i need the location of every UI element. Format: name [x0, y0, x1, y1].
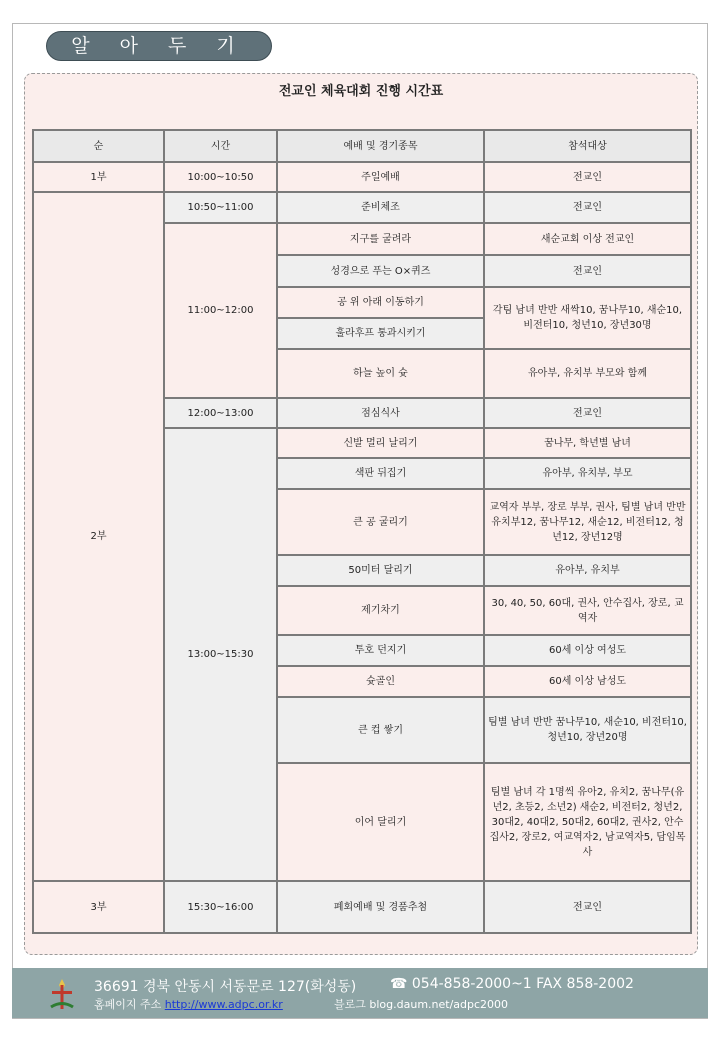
time-cell: 15:30~16:00: [164, 881, 277, 933]
target-cell: 전교인: [484, 255, 691, 287]
target-cell: 유아부, 유치부, 부모: [484, 458, 691, 489]
homepage-link[interactable]: http://www.adpc.or.kr: [164, 998, 283, 1011]
schedule-table: [32, 129, 692, 934]
event-cell: 공 위 아래 이동하기: [277, 287, 484, 318]
target-cell: 꿈나무, 학년별 남녀: [484, 428, 691, 458]
event-cell: 하늘 높이 슛: [277, 349, 484, 398]
target-cell: 새순교회 이상 전교인: [484, 223, 691, 255]
target-cell: 전교인: [484, 398, 691, 428]
footer-blog: [334, 996, 508, 1012]
header-part: 순: [33, 130, 164, 162]
section-label: 알 아 두 기: [46, 31, 272, 61]
target-cell: 교역자 부부, 장로 부부, 권사, 팀별 남녀 반반 유치부12, 꿈나무12, 새순12, 비전터12, 청년12, 장년12명: [484, 489, 691, 555]
event-cell: 슛골인: [277, 666, 484, 697]
table-row: [33, 881, 691, 933]
footer-homepage: [94, 996, 283, 1012]
blog-url[interactable]: blog.daum.net/adpc2000: [369, 998, 509, 1011]
target-cell: 팀별 남녀 반반 꿈나무10, 새순10, 비전터10, 청년10, 장년20명: [484, 697, 691, 763]
footer-address: 36691 경북 안동시 서동문로 127(화성동): [94, 979, 357, 995]
target-cell: 60세 이상 남성도: [484, 666, 691, 697]
church-cross-icon: [49, 978, 75, 1010]
target-cell: 전교인: [484, 881, 691, 933]
target-cell: 전교인: [484, 192, 691, 223]
event-cell: 제기차기: [277, 586, 484, 635]
table-row: [33, 192, 691, 223]
part-cell: 1부: [33, 162, 164, 192]
header-event: 예배 및 경기종목: [277, 130, 484, 162]
header-time: 시간: [164, 130, 277, 162]
event-cell: 성경으로 푸는 O×퀴즈: [277, 255, 484, 287]
target-cell: 60세 이상 여성도: [484, 635, 691, 666]
time-cell: 10:50~11:00: [164, 192, 277, 223]
event-cell: 준비체조: [277, 192, 484, 223]
time-cell: 11:00~12:00: [164, 223, 277, 398]
time-cell: 12:00~13:00: [164, 398, 277, 428]
event-cell: 신발 멀리 날리기: [277, 428, 484, 458]
target-cell: 30, 40, 50, 60대, 권사, 안수집사, 장로, 교역자: [484, 586, 691, 635]
event-cell: 주일예배: [277, 162, 484, 192]
target-cell: 유아부, 유치부: [484, 555, 691, 586]
target-cell: 유아부, 유치부 부모와 함께: [484, 349, 691, 398]
event-cell: 50미터 달리기: [277, 555, 484, 586]
event-cell: 훌라후프 통과시키기: [277, 318, 484, 349]
event-cell: 폐회예배 및 경품추첨: [277, 881, 484, 933]
blog-label: 블로그: [334, 998, 366, 1011]
event-cell: 지구를 굴려라: [277, 223, 484, 255]
footer-phone: ☎ 054-858-2000~1 FAX 858-2002: [390, 976, 634, 992]
event-cell: 큰 공 굴리기: [277, 489, 484, 555]
event-cell: 색판 뒤집기: [277, 458, 484, 489]
header-target: 참석대상: [484, 130, 691, 162]
event-cell: 투호 던지기: [277, 635, 484, 666]
homepage-label: 홈페이지 주소: [94, 998, 162, 1011]
event-cell: 큰 컵 쌓기: [277, 697, 484, 763]
part-cell: 3부: [33, 881, 164, 933]
target-cell: 전교인: [484, 162, 691, 192]
table-row: [33, 162, 691, 192]
table-header-row: [33, 130, 691, 162]
schedule-title: 전교인 체육대회 진행 시간표: [278, 84, 444, 99]
part-cell: 2부: [33, 192, 164, 881]
time-cell: 10:00~10:50: [164, 162, 277, 192]
time-cell: 13:00~15:30: [164, 428, 277, 881]
target-cell: 각팀 남녀 반반 새싹10, 꿈나무10, 새순10, 비전터10, 청년10, 장년30명: [484, 287, 691, 349]
event-cell: 이어 달리기: [277, 763, 484, 881]
event-cell: 점심식사: [277, 398, 484, 428]
target-cell: 팀별 남녀 각 1명씩 유아2, 유치2, 꿈나무(유년2, 초등2, 소년2) 새순2, 비전터2, 청년2, 30대2, 40대2, 50대2, 60대2, 권사2, 안수집사2, 장로2, 여교역자2, 남교역자5, 담임목사: [484, 763, 691, 881]
